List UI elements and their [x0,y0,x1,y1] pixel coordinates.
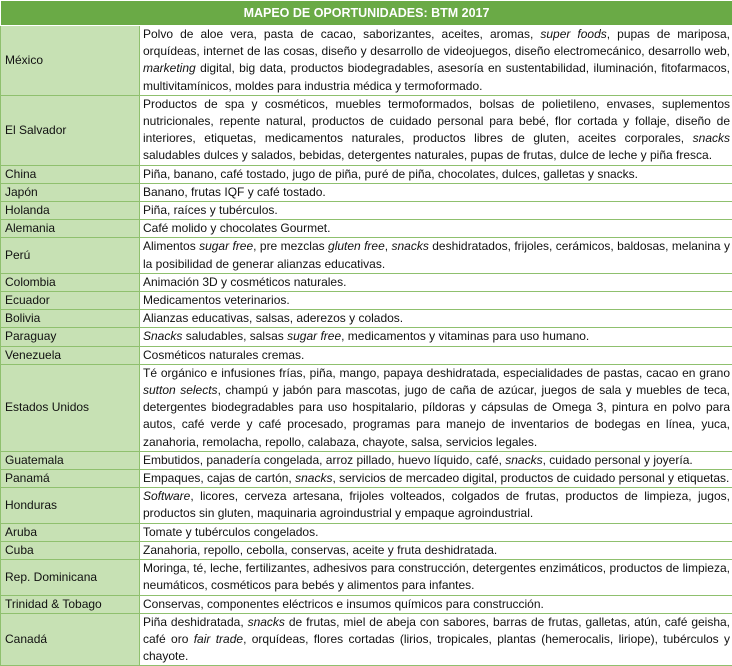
table-body [1,26,732,666]
country-cell: Aruba [1,523,140,541]
country-cell: El Salvador [1,95,140,165]
country-cell: Panamá [1,470,140,488]
table-row [1,220,732,238]
table-row [1,488,732,523]
table-row [1,560,732,595]
opportunities-cell: Piña deshidratada, snacks de frutas, miel de abeja con sabores, barras de frutas, galletas, atún, café geisha, café oro fair trade, orquídeas, flores cortadas (lirios, tropicales, plantas (hemerocalis, liriope), tubérculos y chayote. [140,613,732,666]
opportunities-cell: Empaques, cajas de cartón, snacks, servicios de mercadeo digital, productos de cuidado personal y etiquetas. [140,470,732,488]
opportunities-cell: Café molido y chocolates Gourmet. [140,220,732,238]
opportunities-cell: Conservas, componentes eléctricos e insumos químicos para construcción. [140,595,732,613]
table-title: MAPEO DE OPORTUNIDADES: BTM 2017 [1,1,732,26]
table-header-row [1,1,732,26]
opportunities-cell: Piña, banano, café tostado, jugo de piña, puré de piña, chocolates, dulces, galletas y snacks. [140,165,732,183]
country-cell: Cuba [1,541,140,559]
country-cell: Paraguay [1,328,140,346]
opportunities-cell: Tomate y tubérculos congelados. [140,523,732,541]
country-cell: Venezuela [1,346,140,364]
table-row [1,238,732,273]
country-cell: China [1,165,140,183]
opportunities-cell: Snacks saludables, salsas sugar free, medicamentos y vitaminas para uso humano. [140,328,732,346]
country-cell: Canadá [1,613,140,666]
table-row [1,292,732,310]
table-row [1,310,732,328]
table-row [1,95,732,165]
opportunities-cell: Polvo de aloe vera, pasta de cacao, saborizantes, aceites, aromas, super foods, pupas de mariposa, orquídeas, internet de las cosas, diseño y desarrollo de videojuegos, diseño electromecánico, desarrollo web, marketing digital, big data, productos biodegradables, asesoría en sustentabilidad, iluminación, fitofarmacos, multivitamínicos, moldes para industria médica y termoformado. [140,26,732,96]
opportunities-cell: Zanahoria, repollo, cebolla, conservas, aceite y fruta deshidratada. [140,541,732,559]
opportunities-cell: Té orgánico e infusiones frías, piña, mango, papaya deshidratada, especialidades de pastas, cacao en grano sutton selects, champú y jabón para mascotas, jugo de caña de azúcar, juegos de sala y muebles de teca, detergentes biodegradables para uso hospitalario, píldoras y cápsulas de Omega 3, pintura en polvo para autos, café verde y café procesado, programas para manejo de inventarios de bodegas en línea, yuca, zanahoria, remolacha, repollo, calabaza, chayote, salsa, servicios legales. [140,364,732,451]
opportunities-cell: Piña, raíces y tubérculos. [140,202,732,220]
table-row [1,26,732,96]
table-row [1,346,732,364]
opportunities-cell: Software, licores, cerveza artesana, frijoles volteados, colgados de frutas, productos de limpieza, jugos, productos sin gluten, maquinaria agroindustrial y empaque agroindustrial. [140,488,732,523]
opportunities-cell: Alianzas educativas, salsas, aderezos y colados. [140,310,732,328]
table-row [1,165,732,183]
country-cell: Japón [1,183,140,201]
opportunities-cell: Productos de spa y cosméticos, muebles termoformados, bolsas de polietileno, envases, suplementos nutricionales, repente natural, productos de cuidado personal para bebé, flor cortada y follaje, diseño de interiores, etiquetas, medicamentos naturales, productos libres de gluten, aceites corporales, snacks saludables dulces y salados, bebidas, detergentes naturales, pupas de frutas, dulce de leche y piña fresca. [140,95,732,165]
country-cell: Holanda [1,202,140,220]
country-cell: Bolivia [1,310,140,328]
country-cell: Alemania [1,220,140,238]
table-row [1,202,732,220]
opportunities-cell: Cosméticos naturales cremas. [140,346,732,364]
table-row [1,273,732,291]
country-cell: Trinidad & Tobago [1,595,140,613]
country-cell: Ecuador [1,292,140,310]
opportunities-cell: Medicamentos veterinarios. [140,292,732,310]
opportunities-cell: Alimentos sugar free, pre mezclas gluten free, snacks deshidratados, frijoles, cerámicos, baldosas, melanina y la posibilidad de generar alianzas educativas. [140,238,732,273]
opportunities-cell: Embutidos, panadería congelada, arroz pillado, huevo líquido, café, snacks, cuidado personal y joyería. [140,451,732,469]
country-cell: Perú [1,238,140,273]
opportunities-cell: Moringa, té, leche, fertilizantes, adhesivos para construcción, detergentes enzimáticos, productos de limpieza, neumáticos, cosméticos para bebés y alimentos para infantes. [140,560,732,595]
table-row [1,328,732,346]
table-row [1,183,732,201]
country-cell: Estados Unidos [1,364,140,451]
country-cell: Colombia [1,273,140,291]
table-row [1,541,732,559]
table-row [1,451,732,469]
opportunities-cell: Animación 3D y cosméticos naturales. [140,273,732,291]
opportunities-cell: Banano, frutas IQF y café tostado. [140,183,732,201]
table-row [1,595,732,613]
table-row [1,613,732,666]
country-cell: Guatemala [1,451,140,469]
country-cell: Rep. Dominicana [1,560,140,595]
country-cell: México [1,26,140,96]
table-row [1,470,732,488]
table-row [1,523,732,541]
country-cell: Honduras [1,488,140,523]
table-row [1,364,732,451]
